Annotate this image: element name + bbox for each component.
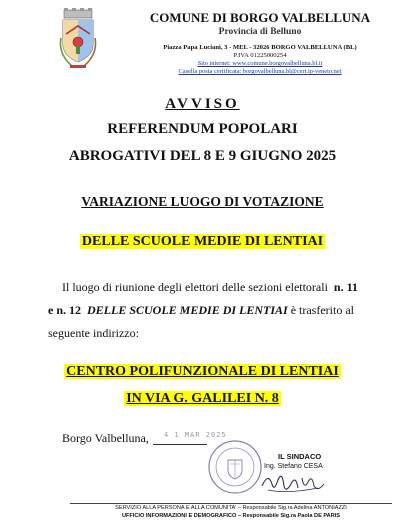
section-number-11: n. 11 (333, 280, 358, 294)
body-line-2-text: è trasferito al (290, 303, 355, 317)
notice-subject: VARIAZIONE LUOGO DI VOTAZIONE (81, 194, 324, 209)
referendum-dates: ABROGATIVI DEL 8 E 9 GIUGNO 2025 (68, 148, 337, 164)
footer-service-line: SERVIZIO ALLA PERSONA E ALLA COMUNITA' – Responsabile Sig.ra Adelina ANTONIAZZI (115, 505, 347, 511)
body-school-name: DELLE SCUOLE MEDIE DI LENTIAI (87, 303, 288, 317)
footer-divider (70, 503, 392, 504)
signatory-name: Ing. Stefano CESA (264, 463, 323, 470)
municipal-coat-of-arms-icon (58, 8, 98, 70)
referendum-heading: REFERENDUM POPOLARI (107, 121, 298, 137)
signoff-place: Borgo Valbelluna, (62, 431, 149, 445)
school-name-highlight: DELLE SCUOLE MEDIE DI LENTIAI (81, 234, 324, 249)
new-location-name (0, 364, 405, 380)
pec-email-link[interactable]: Casella posta certificata: borgovalbelluna.bl@cert.ip-veneto.net (178, 68, 342, 75)
handwritten-signature-icon (258, 468, 330, 496)
website-link[interactable]: Sito internet: www.comune.borgovalbelluna.bl.it (197, 60, 323, 67)
signatory-role: IL SINDACO (278, 452, 322, 461)
body-line-1 (48, 276, 378, 299)
notice-title: AVVISO (165, 96, 240, 112)
municipality-name: COMUNE DI BORGO VALBELLUNA (149, 10, 371, 25)
highlighted-school-name (0, 234, 405, 250)
official-seal-icon (206, 438, 264, 496)
office-address: Piazza Papa Luciani, 3 - MEL - 32026 BORGO VALBELLUNA (BL) (163, 44, 357, 51)
section-number-12: e n. 12 (48, 303, 81, 317)
new-location-highlight: CENTRO POLIFUNZIONALE DI LENTIAI (66, 364, 339, 379)
date-stamp: 4 1 MAR 2025 (164, 431, 227, 439)
date-underline (153, 444, 207, 445)
province-name: Provincia di Belluno (218, 27, 302, 37)
body-line-2 (48, 299, 378, 322)
footer-office-line: UFFICIO INFORMAZIONI E DEMOGRAFICO – Responsabile Sig.ra Paola DE PARIS (121, 513, 341, 519)
new-location-address (0, 391, 405, 407)
new-location-address-highlight: IN VIA G. GALILEI N. 8 (126, 391, 279, 406)
body-line-1-text: Il luogo di riunione degli elettori delle sezioni elettorali (62, 280, 328, 294)
notice-body (48, 276, 378, 345)
vat-number: P.IVA 01225000254 (233, 52, 287, 59)
body-line-3: seguente indirizzo: (48, 326, 139, 340)
